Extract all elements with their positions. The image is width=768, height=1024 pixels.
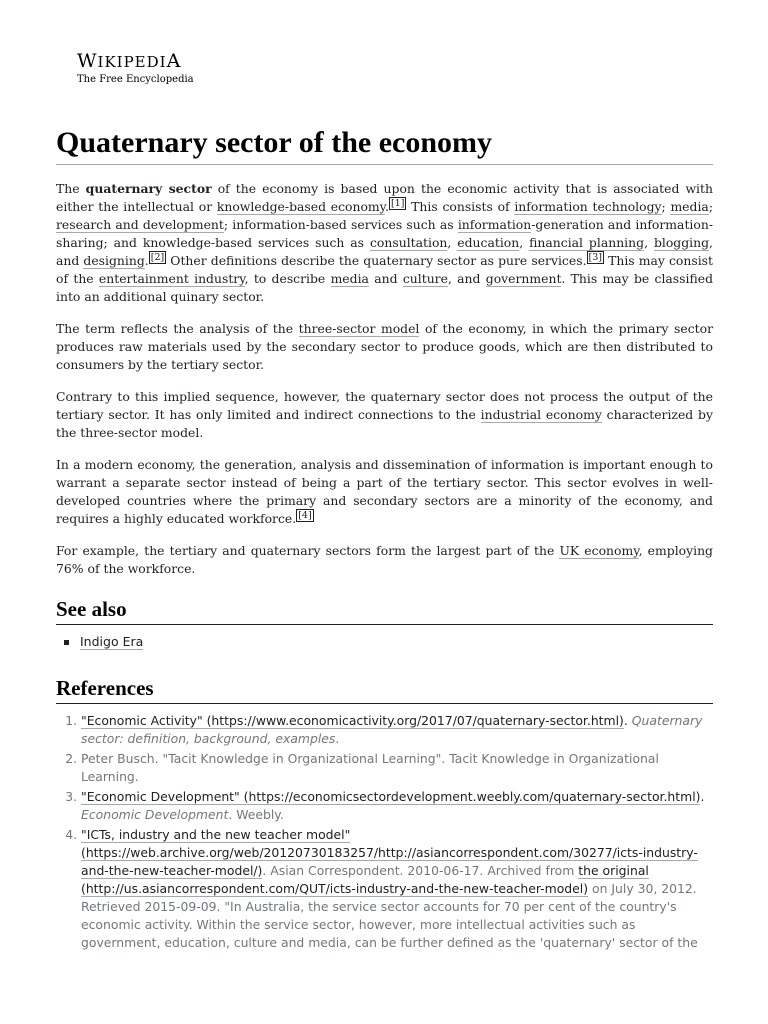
- references-section: [56, 675, 713, 954]
- link-uk-economy[interactable]: UK economy: [559, 543, 639, 558]
- citation-1[interactable]: [1]: [390, 197, 405, 209]
- link-education[interactable]: education: [457, 235, 520, 250]
- link-indigo-era[interactable]: Indigo Era: [80, 634, 144, 649]
- link-knowledge-based-economy[interactable]: knowledge-based economy: [216, 199, 386, 214]
- link-three-sector-model[interactable]: three-sector model: [298, 321, 420, 336]
- reference-item: 1. "Economic Activity" (https://www.economicactivity.org/2017/07/quaternary-sector.html). Quaternary sector: definition, background, examples.: [81, 712, 713, 748]
- link-designing[interactable]: designing: [83, 253, 145, 268]
- citation-3[interactable]: [3]: [588, 251, 602, 263]
- link-information-technology[interactable]: information technology: [514, 199, 662, 214]
- reference-link[interactable]: "Economic Activity" (https://www.economicactivity.org/2017/07/quaternary-sector.html): [81, 713, 624, 728]
- link-consultation[interactable]: consultation: [369, 235, 448, 250]
- section-heading-see-also: See also: [56, 596, 713, 625]
- link-government[interactable]: government: [485, 271, 562, 286]
- link-media[interactable]: media: [670, 199, 709, 214]
- link-blogging[interactable]: blogging: [653, 235, 710, 250]
- paragraph: For example, the tertiary and quaternary sectors form the largest part of the UK economy, employing 76% of the workforce.: [56, 543, 713, 576]
- reference-item: 3. "Economic Development" (https://economicsectordevelopment.weebly.com/quaternary-sector.html). Economic Development. Weebly.: [81, 788, 713, 824]
- paragraph: The term reflects the analysis of the three-sector model of the economy, in which the primary sector produces raw materials used by the secondary sector to produce goods, which are then distributed to consumers by the tertiary sector.: [56, 321, 714, 372]
- link-information[interactable]: information: [457, 217, 532, 232]
- see-also-section: [56, 596, 713, 651]
- see-also-list: [56, 633, 713, 651]
- archive-original-link[interactable]: the original (http://us.asiancorrespondent.com/QUT/icts-industry-and-the-new-teacher-model): [81, 863, 649, 896]
- list-item: [64, 633, 713, 651]
- link-culture[interactable]: culture: [402, 271, 448, 286]
- paragraph: In a modern economy, the generation, analysis and dissemination of information is important enough to warrant a separate sector instead of being a part of the tertiary sector. This sector evolves in well-developed countries where the primary and secondary sectors are a minority of the economy, and requires a highly educated workforce. [4]: [56, 457, 713, 526]
- reference-link[interactable]: "ICTs, industry and the new teacher model" (https://web.archive.org/web/20120730183257/http://asiancorrespondent.com/30277/icts-industry-and-the-new-teacher-model/): [81, 827, 698, 878]
- paragraph: The quaternary sector of the economy is based upon the economic activity that is associated with either the intellectual or knowledge-based economy. [1] This consists of information technology; media; research and development; information-based services such as information-generation and information-sharing; and knowledge-based services such as consultation, education, financial planning, blogging, and designing. [2] Other definitions describe the quaternary sector as pure services. [3] This may consist of the entertainment industry, to describe media and culture, and government. This may be classified into an additional quinary sector.: [56, 181, 714, 304]
- link-industrial-economy[interactable]: industrial economy: [480, 407, 602, 422]
- link-entertainment-industry[interactable]: entertainment industry: [98, 271, 245, 286]
- citation-2[interactable]: [2]: [150, 251, 165, 263]
- page-title: Quaternary sector of the economy: [56, 124, 713, 165]
- link-financial-planning[interactable]: financial planning: [529, 235, 645, 250]
- reference-item: 2. Peter Busch. "Tacit Knowledge in Organizational Learning". Tacit Knowledge in Organizational Learning.: [81, 750, 713, 786]
- logo-tagline: The Free Encyclopedia: [77, 74, 194, 85]
- paragraph: Contrary to this implied sequence, however, the quaternary sector does not process the output of the tertiary sector. It has only limited and indirect connections to the industrial economy characterized by the three-sector model.: [56, 389, 713, 440]
- link-media-2[interactable]: media: [330, 271, 369, 286]
- section-heading-references: References: [56, 675, 713, 704]
- wikipedia-logo[interactable]: [77, 50, 194, 86]
- citation-4[interactable]: [4]: [298, 509, 312, 521]
- logo-wordmark: WIKIPEDIA: [77, 50, 182, 72]
- reference-item: 4. "ICTs, industry and the new teacher model" (https://web.archive.org/web/20120730183257/http://asiancorrespondent.com/30277/icts-industry-and-the-new-teacher-model/). Asian Correspondent. 2010-06-17. Archived from the original (http://us.asiancorrespondent.com/QUT/icts-industry-and-the-new-teacher-model) on July 30, 2012. Retrieved 2015-09-09. "In Australia, the service sector accounts for 70 per cent of the country's economic activity. Within the service sector, however, more intellectual activities such as government, education, culture and media, can be further defined as the 'quaternary' sector of the: [81, 826, 713, 952]
- references-list: [56, 712, 713, 952]
- article-body: [56, 180, 713, 592]
- reference-link[interactable]: "Economic Development" (https://economicsectordevelopment.weebly.com/quaternary-sector.html): [81, 789, 701, 804]
- link-research-and-development[interactable]: research and development: [56, 217, 224, 232]
